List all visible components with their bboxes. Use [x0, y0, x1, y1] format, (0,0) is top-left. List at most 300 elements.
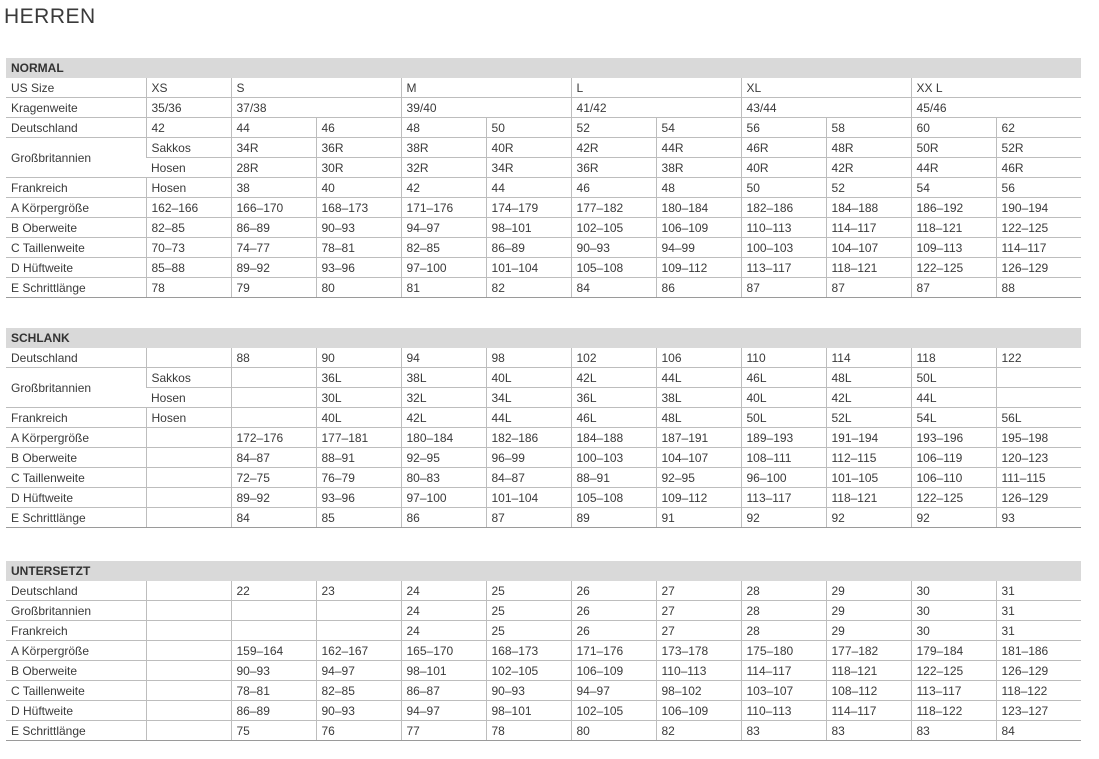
- table-cell: 40: [316, 178, 401, 198]
- table-cell: 181–186: [996, 641, 1081, 661]
- table-cell: 22: [231, 581, 316, 601]
- table-cell: 193–196: [911, 428, 996, 448]
- table-cell: 83: [911, 721, 996, 741]
- table-cell: 180–184: [401, 428, 486, 448]
- table-cell: 166–170: [231, 198, 316, 218]
- table-cell: 44R: [656, 138, 741, 158]
- table-cell: 82–85: [401, 238, 486, 258]
- table-cell: 50L: [741, 408, 826, 428]
- table-cell: 82–85: [316, 681, 401, 701]
- table-cell: 36L: [316, 368, 401, 388]
- table-cell: 89: [571, 508, 656, 528]
- table-cell: 126–129: [996, 661, 1081, 681]
- table-cell: 84–87: [231, 448, 316, 468]
- table-cell: 110–113: [656, 661, 741, 681]
- table-cell: 106–110: [911, 468, 996, 488]
- table-row: [6, 661, 1081, 681]
- table-cell: 122–125: [911, 661, 996, 681]
- table-row: [6, 238, 1081, 258]
- table-cell: 114–117: [826, 701, 911, 721]
- table-cell: 25: [486, 621, 571, 641]
- table-cell: [146, 641, 231, 661]
- table-cell: 180–184: [656, 198, 741, 218]
- table-cell: 177–181: [316, 428, 401, 448]
- table-row: [6, 198, 1081, 218]
- table-cell: 159–164: [231, 641, 316, 661]
- table-cell: [231, 388, 316, 408]
- table-cell: 106: [656, 348, 741, 368]
- table-cell: 109–112: [656, 488, 741, 508]
- table-cell: 114–117: [996, 238, 1081, 258]
- table-row: [6, 601, 1081, 621]
- table-row: [6, 448, 1081, 468]
- size-table-schlank: [6, 348, 1081, 528]
- table-cell: 46L: [741, 368, 826, 388]
- table-cell: 52R: [996, 138, 1081, 158]
- table-cell: S: [231, 78, 401, 98]
- table-cell: 42R: [826, 158, 911, 178]
- table-cell: 126–129: [996, 488, 1081, 508]
- table-cell: 24: [401, 601, 486, 621]
- table-cell: 36L: [571, 388, 656, 408]
- table-row: [6, 721, 1081, 741]
- table-cell: 162–167: [316, 641, 401, 661]
- table-cell: [146, 448, 231, 468]
- table-cell: 88: [231, 348, 316, 368]
- table-cell: 100–103: [571, 448, 656, 468]
- table-cell: 43/44: [741, 98, 911, 118]
- table-row: [6, 488, 1081, 508]
- table-cell: 123–127: [996, 701, 1081, 721]
- table-cell: 26: [571, 581, 656, 601]
- table-cell: 90: [316, 348, 401, 368]
- table-cell: 94–97: [316, 661, 401, 681]
- table-row: [6, 408, 1081, 428]
- table-cell: 90–93: [231, 661, 316, 681]
- table-cell: 50R: [911, 138, 996, 158]
- table-cell: 56: [741, 118, 826, 138]
- table-cell: 109–113: [911, 238, 996, 258]
- table-cell: 172–176: [231, 428, 316, 448]
- table-cell: 92: [826, 508, 911, 528]
- row-label: Frankreich: [6, 178, 146, 198]
- table-cell: 48: [401, 118, 486, 138]
- page-title: HERREN: [4, 5, 96, 28]
- table-cell: 83: [826, 721, 911, 741]
- table-cell: 114–117: [826, 218, 911, 238]
- table-cell: 54: [911, 178, 996, 198]
- table-cell: 60: [911, 118, 996, 138]
- table-cell: 48: [656, 178, 741, 198]
- table-cell: 58: [826, 118, 911, 138]
- table-row: [6, 641, 1081, 661]
- table-cell: 44L: [911, 388, 996, 408]
- table-cell: 46R: [741, 138, 826, 158]
- section-header-schlank: SCHLANK: [6, 328, 1081, 348]
- table-cell: 82–85: [146, 218, 231, 238]
- table-cell: 89–92: [231, 258, 316, 278]
- table-cell: 103–107: [741, 681, 826, 701]
- table-cell: 23: [316, 581, 401, 601]
- table-cell: 162–166: [146, 198, 231, 218]
- table-cell: 102–105: [571, 701, 656, 721]
- table-cell: 44L: [656, 368, 741, 388]
- table-cell: 42L: [826, 388, 911, 408]
- table-cell: 38: [231, 178, 316, 198]
- table-cell: 118–122: [996, 681, 1081, 701]
- table-cell: 168–173: [316, 198, 401, 218]
- table-cell: 40L: [486, 368, 571, 388]
- row-label: Deutschland: [6, 581, 146, 601]
- table-cell: 92: [741, 508, 826, 528]
- table-cell: 52: [826, 178, 911, 198]
- table-cell: 97–100: [401, 258, 486, 278]
- table-cell: 28: [741, 581, 826, 601]
- table-cell: 94–99: [656, 238, 741, 258]
- table-row: [6, 368, 1081, 388]
- table-cell: 94: [401, 348, 486, 368]
- table-cell: 28R: [231, 158, 316, 178]
- table-row: [6, 508, 1081, 528]
- table-cell: 102–105: [571, 218, 656, 238]
- table-cell: 70–73: [146, 238, 231, 258]
- table-cell: [146, 681, 231, 701]
- table-cell: 86–89: [486, 238, 571, 258]
- table-cell: 80: [571, 721, 656, 741]
- table-row: [6, 428, 1081, 448]
- row-label: Frankreich: [6, 408, 146, 428]
- row-label: D Hüftweite: [6, 488, 146, 508]
- table-cell: 44: [231, 118, 316, 138]
- table-cell: 88: [996, 278, 1081, 298]
- table-cell: 34L: [486, 388, 571, 408]
- table-cell: 171–176: [571, 641, 656, 661]
- row-label: Großbritannien: [6, 601, 146, 621]
- row-label: C Taillenweite: [6, 681, 146, 701]
- row-label: Deutschland: [6, 118, 146, 138]
- table-row: [6, 681, 1081, 701]
- row-label: D Hüftweite: [6, 701, 146, 721]
- table-cell: 42: [401, 178, 486, 198]
- table-cell: 112–115: [826, 448, 911, 468]
- table-row: [6, 388, 1081, 408]
- table-cell: 28: [741, 601, 826, 621]
- row-label: A Körpergröße: [6, 428, 146, 448]
- table-cell: 118–121: [826, 661, 911, 681]
- table-row: [6, 621, 1081, 641]
- table-cell: 110–113: [741, 701, 826, 721]
- table-cell: 126–129: [996, 258, 1081, 278]
- table-cell: 79: [231, 278, 316, 298]
- table-cell: 186–192: [911, 198, 996, 218]
- table-cell: Sakkos: [146, 368, 231, 388]
- table-cell: 105–108: [571, 258, 656, 278]
- table-cell: [316, 621, 401, 641]
- table-cell: 122–125: [911, 258, 996, 278]
- table-cell: 24: [401, 621, 486, 641]
- table-cell: 98–102: [656, 681, 741, 701]
- table-cell: 48L: [826, 368, 911, 388]
- table-cell: 187–191: [656, 428, 741, 448]
- table-row: [6, 118, 1081, 138]
- table-cell: 40L: [316, 408, 401, 428]
- table-cell: 86–87: [401, 681, 486, 701]
- table-cell: 27: [656, 621, 741, 641]
- table-cell: [146, 581, 231, 601]
- table-cell: 94–97: [401, 218, 486, 238]
- table-cell: 118–121: [911, 218, 996, 238]
- table-cell: 195–198: [996, 428, 1081, 448]
- table-cell: 40L: [741, 388, 826, 408]
- table-cell: 36R: [571, 158, 656, 178]
- table-cell: 84: [996, 721, 1081, 741]
- table-cell: [146, 721, 231, 741]
- table-cell: 50: [741, 178, 826, 198]
- table-cell: 173–178: [656, 641, 741, 661]
- table-cell: 88–91: [571, 468, 656, 488]
- table-cell: 106–119: [911, 448, 996, 468]
- row-label: B Oberweite: [6, 218, 146, 238]
- row-label: A Körpergröße: [6, 198, 146, 218]
- table-cell: 34R: [231, 138, 316, 158]
- table-cell: 104–107: [826, 238, 911, 258]
- table-cell: 84–87: [486, 468, 571, 488]
- table-cell: 81: [401, 278, 486, 298]
- table-cell: 86: [401, 508, 486, 528]
- row-label: Hosen: [146, 158, 231, 178]
- table-cell: 48L: [656, 408, 741, 428]
- table-cell: [996, 388, 1081, 408]
- table-cell: 113–117: [911, 681, 996, 701]
- table-cell: 87: [826, 278, 911, 298]
- table-cell: 101–105: [826, 468, 911, 488]
- table-cell: 38L: [401, 368, 486, 388]
- table-cell: 184–188: [571, 428, 656, 448]
- table-cell: 80: [316, 278, 401, 298]
- table-cell: 46L: [571, 408, 656, 428]
- table-cell: M: [401, 78, 571, 98]
- table-cell: 175–180: [741, 641, 826, 661]
- table-cell: 118–121: [826, 258, 911, 278]
- row-label: E Schrittlänge: [6, 508, 146, 528]
- table-cell: 27: [656, 601, 741, 621]
- table-cell: 29: [826, 621, 911, 641]
- table-cell: 110–113: [741, 218, 826, 238]
- table-cell: 31: [996, 581, 1081, 601]
- table-cell: 190–194: [996, 198, 1081, 218]
- table-cell: 37/38: [231, 98, 401, 118]
- table-cell: 179–184: [911, 641, 996, 661]
- table-cell: 38R: [401, 138, 486, 158]
- table-cell: 80–83: [401, 468, 486, 488]
- table-cell: 87: [741, 278, 826, 298]
- table-cell: [146, 488, 231, 508]
- table-cell: 36R: [316, 138, 401, 158]
- table-cell: 32L: [401, 388, 486, 408]
- table-row: [6, 701, 1081, 721]
- table-cell: 25: [486, 601, 571, 621]
- table-cell: 30: [911, 601, 996, 621]
- table-cell: 94–97: [571, 681, 656, 701]
- table-cell: Hosen: [146, 178, 231, 198]
- table-cell: 35/36: [146, 98, 231, 118]
- table-cell: 52: [571, 118, 656, 138]
- table-row: [6, 138, 1081, 158]
- table-cell: 84: [571, 278, 656, 298]
- table-cell: XL: [741, 78, 911, 98]
- table-cell: 184–188: [826, 198, 911, 218]
- table-cell: 26: [571, 621, 656, 641]
- table-cell: 27: [656, 581, 741, 601]
- table-cell: 89–92: [231, 488, 316, 508]
- table-cell: 91: [656, 508, 741, 528]
- table-cell: 88–91: [316, 448, 401, 468]
- table-cell: 38R: [656, 158, 741, 178]
- table-cell: 114: [826, 348, 911, 368]
- table-cell: 25: [486, 581, 571, 601]
- table-cell: 30: [911, 581, 996, 601]
- table-cell: 30: [911, 621, 996, 641]
- table-cell: 41/42: [571, 98, 741, 118]
- table-cell: 78–81: [231, 681, 316, 701]
- table-cell: 77: [401, 721, 486, 741]
- table-cell: 122–125: [996, 218, 1081, 238]
- row-label: C Taillenweite: [6, 468, 146, 488]
- row-label: E Schrittlänge: [6, 278, 146, 298]
- table-cell: 44: [486, 178, 571, 198]
- table-cell: 93–96: [316, 488, 401, 508]
- table-row: [6, 278, 1081, 298]
- row-label: Frankreich: [6, 621, 146, 641]
- table-cell: 105–108: [571, 488, 656, 508]
- table-cell: 72–75: [231, 468, 316, 488]
- table-cell: 84: [231, 508, 316, 528]
- table-cell: 92–95: [401, 448, 486, 468]
- size-table-normal: [6, 78, 1081, 298]
- table-cell: [146, 428, 231, 448]
- table-cell: 87: [486, 508, 571, 528]
- table-cell: 29: [826, 601, 911, 621]
- table-cell: 96–100: [741, 468, 826, 488]
- table-cell: 109–112: [656, 258, 741, 278]
- table-cell: 191–194: [826, 428, 911, 448]
- table-row: [6, 348, 1081, 368]
- table-cell: 92: [911, 508, 996, 528]
- row-label: E Schrittlänge: [6, 721, 146, 741]
- table-cell: 48R: [826, 138, 911, 158]
- table-cell: 100–103: [741, 238, 826, 258]
- table-cell: 42: [146, 118, 231, 138]
- table-cell: 83: [741, 721, 826, 741]
- table-row: [6, 218, 1081, 238]
- table-cell: [146, 348, 231, 368]
- table-cell: [146, 701, 231, 721]
- table-cell: 54: [656, 118, 741, 138]
- size-table-untersetzt: [6, 581, 1081, 741]
- table-cell: 42L: [571, 368, 656, 388]
- table-row: [6, 98, 1081, 118]
- table-cell: 85: [316, 508, 401, 528]
- table-cell: 34R: [486, 158, 571, 178]
- table-cell: [231, 408, 316, 428]
- table-cell: [316, 601, 401, 621]
- table-cell: 174–179: [486, 198, 571, 218]
- table-cell: 40R: [741, 158, 826, 178]
- table-row: [6, 581, 1081, 601]
- table-cell: 85–88: [146, 258, 231, 278]
- table-cell: 101–104: [486, 488, 571, 508]
- table-cell: XX L: [911, 78, 1081, 98]
- table-cell: 75: [231, 721, 316, 741]
- table-cell: 113–117: [741, 258, 826, 278]
- table-cell: 114–117: [741, 661, 826, 681]
- table-cell: 104–107: [656, 448, 741, 468]
- row-label: Großbritannien: [6, 368, 146, 408]
- row-label: C Taillenweite: [6, 238, 146, 258]
- table-cell: 102–105: [486, 661, 571, 681]
- table-cell: Sakkos: [146, 138, 231, 158]
- table-cell: 87: [911, 278, 996, 298]
- table-cell: 30L: [316, 388, 401, 408]
- table-cell: [146, 508, 231, 528]
- table-cell: 165–170: [401, 641, 486, 661]
- table-cell: 78: [146, 278, 231, 298]
- table-cell: 93: [996, 508, 1081, 528]
- table-cell: 108–111: [741, 448, 826, 468]
- table-cell: 82: [486, 278, 571, 298]
- table-cell: 101–104: [486, 258, 571, 278]
- table-cell: 93–96: [316, 258, 401, 278]
- table-cell: 29: [826, 581, 911, 601]
- table-cell: 54L: [911, 408, 996, 428]
- table-cell: 46: [316, 118, 401, 138]
- table-cell: 45/46: [911, 98, 1081, 118]
- table-cell: 118: [911, 348, 996, 368]
- table-cell: 50: [486, 118, 571, 138]
- table-cell: 44L: [486, 408, 571, 428]
- row-label: B Oberweite: [6, 448, 146, 468]
- table-row: [6, 178, 1081, 198]
- section-header-normal: NORMAL: [6, 58, 1081, 78]
- table-cell: [146, 661, 231, 681]
- table-cell: [146, 621, 231, 641]
- table-row: [6, 258, 1081, 278]
- table-cell: 106–109: [571, 661, 656, 681]
- table-cell: 106–109: [656, 218, 741, 238]
- table-cell: [996, 368, 1081, 388]
- table-cell: 177–182: [826, 641, 911, 661]
- table-cell: 111–115: [996, 468, 1081, 488]
- table-cell: 56: [996, 178, 1081, 198]
- table-cell: [231, 368, 316, 388]
- table-cell: 108–112: [826, 681, 911, 701]
- table-cell: 90–93: [571, 238, 656, 258]
- table-cell: 168–173: [486, 641, 571, 661]
- table-cell: 76–79: [316, 468, 401, 488]
- table-cell: 182–186: [486, 428, 571, 448]
- table-cell: XS: [146, 78, 231, 98]
- table-cell: 86: [656, 278, 741, 298]
- table-cell: [146, 468, 231, 488]
- table-cell: 122–125: [911, 488, 996, 508]
- table-cell: 28: [741, 621, 826, 641]
- table-cell: 118–121: [826, 488, 911, 508]
- table-row: [6, 78, 1081, 98]
- table-cell: 24: [401, 581, 486, 601]
- table-cell: 46: [571, 178, 656, 198]
- table-cell: 120–123: [996, 448, 1081, 468]
- table-cell: 110: [741, 348, 826, 368]
